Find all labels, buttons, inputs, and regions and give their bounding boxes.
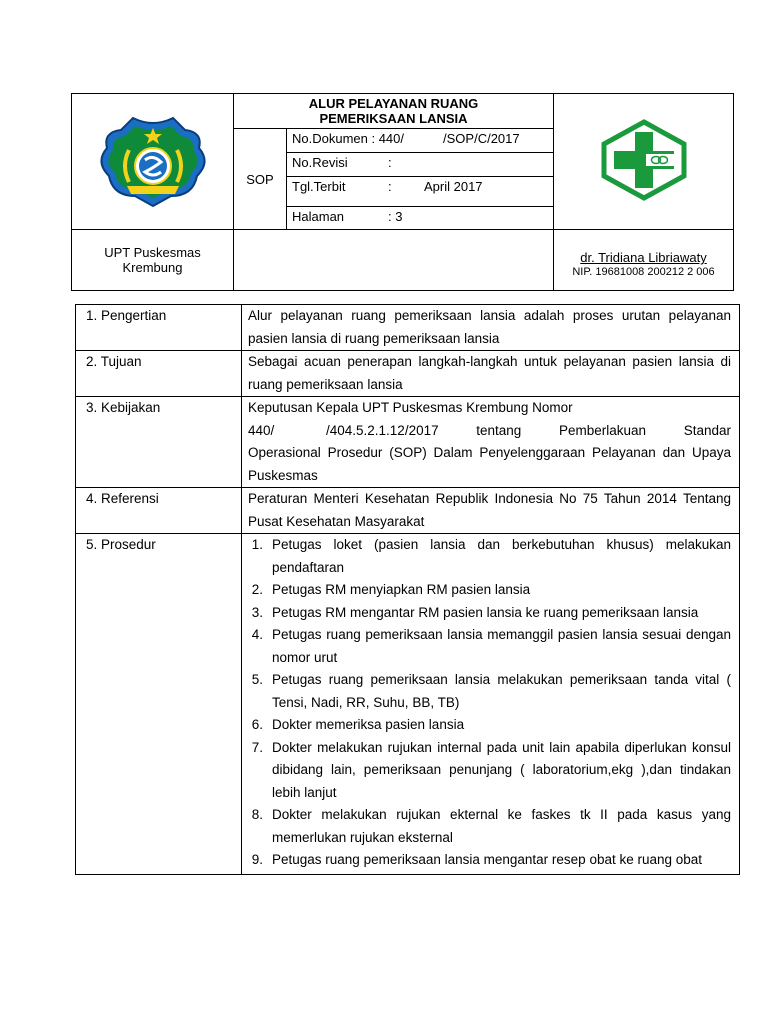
procedure-step bbox=[246, 714, 731, 737]
procedure-step bbox=[246, 624, 731, 669]
section-prosedur bbox=[76, 534, 740, 875]
section-tujuan bbox=[76, 351, 740, 397]
step-number: 6. bbox=[251, 717, 263, 732]
issue-date-row bbox=[287, 177, 554, 207]
doc-number-label: No.Dokumen : 440/ bbox=[292, 131, 405, 146]
section-referensi bbox=[76, 488, 740, 534]
procedure-step bbox=[246, 737, 731, 805]
kebijakan-line-1: Keputusan Kepala UPT Puskesmas Krembung Nomor bbox=[248, 400, 573, 415]
procedure-step bbox=[246, 849, 731, 872]
step-number: 1. bbox=[251, 537, 263, 552]
page-value: : 3 bbox=[388, 209, 403, 224]
referensi-text: Peraturan Menteri Kesehatan Republik Indonesia No 75 Tahun 2014 Tentang Pusat Kesehatan Masyarakat bbox=[248, 491, 731, 529]
section-label: 3. Kebijakan bbox=[76, 397, 242, 488]
step-text: Dokter melakukan rujukan internal pada unit lain apabila diperlukan konsul dibidang lain, pemeriksaan penunjang ( laboratorium,ekg ),dan tindakan lebih lanjut bbox=[272, 739, 731, 800]
section-pengertian bbox=[76, 305, 740, 351]
org-line-1: UPT Puskesmas bbox=[104, 245, 201, 260]
signatory bbox=[554, 230, 734, 291]
section-kebijakan bbox=[76, 397, 740, 488]
section-text bbox=[242, 351, 740, 397]
page-row bbox=[287, 207, 554, 230]
pengertian-text: Alur pelayanan ruang pemeriksaan lansia adalah proses urutan pelayanan pasien lansia di ruang pemeriksaan lansia bbox=[248, 308, 731, 346]
issue-date-label: Tgl.Terbit bbox=[292, 179, 346, 194]
step-number: 9. bbox=[251, 852, 263, 867]
title-line-2: PEMERIKSAAN LANSIA bbox=[319, 111, 468, 126]
doc-number-value: /SOP/C/2017 bbox=[443, 131, 520, 146]
step-text: Dokter melakukan rujukan ekternal ke faskes tk II pada kasus yang memerlukan rujukan eksternal bbox=[272, 807, 731, 845]
puskesmas-logo-icon bbox=[598, 118, 690, 202]
document-title bbox=[234, 94, 554, 129]
kebijakan-line-2: /404.5.2.1.12/2017 tentang Pemberlakuan Standar bbox=[326, 422, 731, 438]
step-number: 2. bbox=[251, 582, 263, 597]
procedure-list bbox=[246, 534, 731, 872]
step-number: 8. bbox=[251, 807, 263, 822]
signatory-nip: NIP. 19681008 200212 2 006 bbox=[572, 266, 715, 278]
section-label: 1. Pengertian bbox=[76, 305, 242, 351]
step-text: Petugas ruang pemeriksaan lansia memanggil pasien lansia sesuai dengan nomor urut bbox=[272, 627, 731, 665]
step-text: Petugas ruang pemeriksaan lansia melakukan pemeriksaan tanda vital ( Tensi, Nadi, RR, Suhu, BB, TB) bbox=[272, 672, 731, 710]
procedure-step bbox=[246, 602, 731, 625]
step-text: Petugas RM mengantar RM pasien lansia ke ruang pemeriksaan lansia bbox=[272, 604, 699, 620]
page-label: Halaman bbox=[292, 209, 345, 224]
step-text: Petugas ruang pemeriksaan lansia mengantar resep obat ke ruang obat bbox=[272, 852, 703, 867]
step-text: Dokter memeriksa pasien lansia bbox=[272, 717, 465, 732]
signatory-name: dr. Tridiana Libriawaty bbox=[580, 250, 707, 265]
sop-label: SOP bbox=[234, 129, 287, 230]
procedure-step bbox=[246, 534, 731, 579]
procedure-step bbox=[246, 579, 731, 602]
puskesmas-logo-cell bbox=[554, 94, 734, 230]
step-number: 7. bbox=[251, 739, 263, 755]
step-number: 3. bbox=[251, 604, 263, 620]
revision-row bbox=[287, 153, 554, 177]
section-text bbox=[242, 488, 740, 534]
tujuan-text: Sebagai acuan penerapan langkah-langkah untuk pelayanan pasien lansia di ruang pemeriksaan lansia bbox=[248, 354, 731, 392]
section-text bbox=[242, 397, 740, 488]
district-logo-cell bbox=[72, 94, 234, 230]
issue-date-value: April 2017 bbox=[424, 179, 483, 194]
sidoarjo-emblem-icon bbox=[93, 110, 213, 210]
kebijakan-line-3: Operasional Prosedur (SOP) Dalam Penyelenggaraan Pelayanan dan Upaya Puskesmas bbox=[248, 445, 731, 483]
procedure-steps bbox=[242, 534, 740, 875]
revision-label: No.Revisi bbox=[292, 155, 348, 170]
org-line-2: Krembung bbox=[122, 260, 183, 275]
revision-value: : bbox=[388, 155, 392, 170]
step-number: 4. bbox=[251, 627, 263, 642]
organization-name bbox=[72, 230, 234, 291]
step-text: Petugas RM menyiapkan RM pasien lansia bbox=[272, 582, 531, 597]
kebijakan-number: 440/ bbox=[248, 422, 275, 438]
sop-header-table bbox=[71, 93, 734, 291]
issue-date-colon: : bbox=[388, 179, 392, 194]
section-label: 5. Prosedur bbox=[76, 534, 242, 875]
section-label: 2. Tujuan bbox=[76, 351, 242, 397]
title-line-1: ALUR PELAYANAN RUANG bbox=[308, 96, 479, 111]
section-label: 4. Referensi bbox=[76, 488, 242, 534]
procedure-step bbox=[246, 804, 731, 849]
section-text bbox=[242, 305, 740, 351]
step-text: Petugas loket (pasien lansia dan berkebutuhan khusus) melakukan pendaftaran bbox=[272, 537, 731, 575]
procedure-step bbox=[246, 669, 731, 714]
blank-signature-area bbox=[234, 230, 554, 291]
step-number: 5. bbox=[251, 672, 263, 687]
sop-content-table bbox=[75, 304, 740, 875]
doc-number-row bbox=[287, 129, 554, 153]
